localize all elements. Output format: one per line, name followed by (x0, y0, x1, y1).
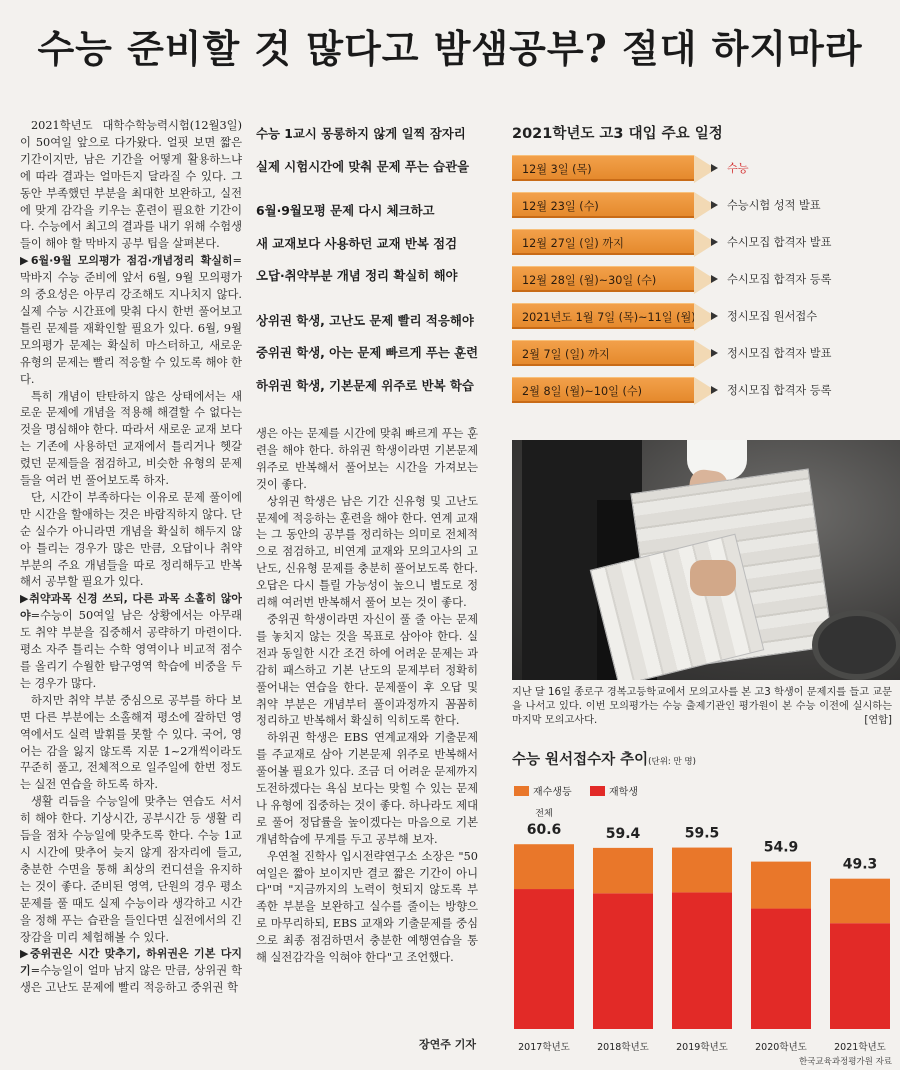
total-label: 54.9 (763, 839, 799, 856)
schedule-row (512, 227, 892, 264)
bar-enrolled (830, 923, 890, 1029)
bar-chart (505, 795, 900, 1065)
chart-title (512, 748, 696, 769)
schedule-date: 12월 27일 (일) 까지 (522, 237, 624, 250)
bar-retake (672, 848, 732, 893)
pull-quote-group (256, 305, 478, 403)
news-photo (512, 440, 900, 680)
paragraph: 우연철 진학사 입시전략연구소 소장은 "50여일은 짧아 보이지만 결코 짧은 기간이 아니다"며 "지금까지의 노력이 헛되지 않도록 부족한 부분을 보완하고 실수를 줄이는 방향으로 마무리하되, EBS 교재와 기출문제를 중심으로 최종 점검하면서 충분한 예행연습을 통해 실전감각을 익혀야 한다"고 조언했다. (256, 849, 478, 965)
total-label: 49.3 (842, 856, 878, 873)
pencil-tip-icon (711, 238, 718, 246)
bar-retake (593, 848, 653, 893)
photo-manhole (812, 610, 900, 680)
pencil-tip-icon (711, 349, 718, 357)
total-label: 60.6 (526, 822, 562, 839)
subheading-paragraph (20, 253, 242, 388)
schedule-event: 수시모집 합격자 발표 (727, 236, 832, 249)
pencil-date-bar (512, 377, 694, 403)
chart-unit: (단위: 만 명) (648, 757, 696, 767)
schedule-date: 2월 8일 (월)~10일 (수) (522, 385, 643, 398)
bar-retake (514, 844, 574, 889)
category-label: 2017학년도 (518, 1042, 570, 1053)
schedule-row (512, 264, 892, 301)
schedule-title: 2021학년도 고3 대입 주요 일정 (512, 126, 723, 142)
pull-quote-group (256, 118, 478, 183)
pencil-date-bar (512, 155, 694, 181)
pull-quote-line: 상위권 학생, 고난도 문제 빨리 적응해야 (256, 312, 474, 328)
chart-source: 한국교육과정평가원 자료 (798, 1057, 892, 1067)
legend-label: 재학생 (609, 787, 638, 798)
pencil-date-bar (512, 192, 694, 218)
byline: 장연주 기자 (419, 1038, 476, 1051)
schedule-event: 정시모집 합격자 등록 (727, 384, 832, 397)
subheading: ▶6월·9월 모의평가 점검·개념정리 확실히 (20, 254, 233, 268)
pull-quote-line: 중위권 학생, 아는 문제 빠르게 푸는 훈련 (256, 345, 478, 360)
paragraph: 특히 개념이 탄탄하지 않은 상태에서는 새로운 문제에 개념을 적용해 해결할 수 없다는 것을 명심해야 한다. 따라서 새로운 교재 보다는 기존에 사용하던 교재에서 틀리거나 헷갈렸던 문제들을 점검하고, 비슷한 유형의 문제들을 여러 번 풀어보도록 하자. (20, 389, 242, 488)
subheading: ▶취약과목 신경 쓰되, 다른 과목 소홀히 않아야 (20, 592, 242, 623)
schedule-date: 2021년도 1월 7일 (목)~11일 (월) (522, 311, 696, 324)
schedule-date: 12월 3일 (목) (522, 163, 592, 176)
paragraph: 하위권 학생은 EBS 연계교재와 기출문제를 주교재로 삼아 기본문제 위주로 반복해서 풀어볼 필요가 있다. 조금 더 어려운 문제까지 도전하겠다는 욕심 보다는 맞힐 수 있는 문제나 유형에 집중하는 것이 좋다. 하나라도 제대로 풀어 정답률을 높이겠다는 마음으로 기본 개념학습에 무게를 두고 공부해 보자. (256, 731, 478, 846)
bar-enrolled (672, 892, 732, 1029)
paragraph: 하지만 취약 부분 중심으로 공부를 하다 보면 다른 부분에는 소홀해져 평소에 잘하던 영역에서도 실력 발휘를 못할 수 있다. 국어, 영어는 감을 잃지 않도록 지문 1~2개씩이라도 꾸준히 풀고, 전체적으로 일주일에 한번 정도는 실전 연습을 하도록 하자. (20, 693, 242, 792)
article-column-2-body (256, 426, 478, 967)
schedule-event: 정시모집 원서접수 (727, 310, 818, 323)
total-label: 59.5 (684, 825, 720, 842)
pull-quote-line: 수능 1교시 몽롱하지 않게 일찍 잠자리 (256, 126, 466, 141)
schedule-date: 2월 7일 (일) 까지 (522, 348, 610, 361)
total-label: 59.4 (605, 825, 641, 842)
schedule-event: 수능 (727, 162, 749, 175)
photo-credit: [연합] (864, 715, 892, 726)
legend-label: 재수생등 (533, 787, 572, 798)
article-column-1 (20, 118, 242, 1058)
pull-quote-line: 하위권 학생, 기본문제 위주로 반복 학습 (256, 377, 474, 393)
photo-caption (512, 686, 892, 728)
total-caption: 전체 (535, 809, 553, 820)
pull-quotes (256, 118, 478, 402)
schedule-row (512, 301, 892, 338)
headline: 수능 준비할 것 많다고 밤샘공부? 절대 하지마라 (37, 26, 863, 71)
schedule-date: 12월 23일 (수) (522, 200, 599, 213)
pencil-date-bar (512, 266, 694, 292)
bar-enrolled (514, 889, 574, 1029)
subheading-paragraph (20, 946, 242, 997)
pencil-tip-icon (711, 164, 718, 172)
pull-quote-line: 실제 시험시간에 맞춰 문제 푸는 습관을 (256, 158, 470, 174)
paragraph: 단, 시간이 부족하다는 이유로 문제 풀이에만 시간을 할애하는 것은 바람직하지 않다. 단순 실수가 아니라면 개념을 확실히 해두지 않아 틀리는 경우가 많은 만큼, 오답이나 취약 부분의 주요 개념들을 따로 정리해두고 반복해서 공부할 필요가 있다. (20, 490, 242, 589)
paragraph: 2021학년도 대학수학능력시험(12월3일)이 50여일 앞으로 다가왔다. 얼핏 보면 짧은 기간이지만, 남은 기간을 어떻게 활용하느냐에 따라 결과는 얼마든지 달라질 수 있다. 그 동안 부족했던 부분을 최대한 보완하고, 실전에 맞게 감각을 키우는 훈련이 필요한 기간이다. 수능에서 최고의 결과를 내기 위해 수험생들이 해야 할 막바지 공부 팁을 살펴본다. (20, 119, 242, 251)
pull-quote-line: 오답·취약부분 개념 정리 확실히 해야 (256, 268, 458, 283)
pencil-date-bar (512, 340, 694, 366)
pencil-tip-icon (711, 386, 718, 394)
schedule-row (512, 375, 892, 412)
schedule-row (512, 338, 892, 375)
pencil-date-bar (512, 229, 694, 255)
photo-hand (690, 560, 736, 596)
pull-quote-group (256, 195, 478, 293)
schedule-row (512, 190, 892, 227)
paragraph: 생활 리듬을 수능일에 맞추는 연습도 서서히 해야 한다. 기상시간, 공부시간 등 생활 리듬을 점차 수능일에 맞추도록 한다. 수능 1교시 시간에 맞추어 늦지 않게 잠자리에 들고, 충분한 수면을 통해 최상의 컨디션을 유지하는 것이 좋다. 준비된 영역, 단원의 경우 평소 문제를 풀 때도 실제 수능이라 생각하고 시간을 정해 푸는 습관을 들인다면 실전에서의 긴장감을 미리 체험해볼 수 있다. (20, 795, 242, 944)
bar-retake (751, 862, 811, 909)
chart-title-text: 수능 원서접수자 추이 (512, 752, 649, 768)
bar-enrolled (751, 909, 811, 1029)
paragraph: 상위권 학생은 남은 기간 신유형 및 고난도 문제에 적응하는 훈련을 해야 한다. 연계 교재는 그 동안의 공부를 정리하는 의미로 전체적으로 점검하고, 비연계 교재와 모의고사의 고난도, 신유형 문제를 충분히 풀어보도록 한다. 오답은 다시 틀릴 가능성이 높으니 별도로 정리해 여러번 반복해서 풀어 보는 것이 좋다. (256, 494, 478, 610)
bar-retake (830, 879, 890, 924)
paragraph-text: =수능일이 얼마 남지 않은 만큼, 상위권 학생은 고난도 문제에 빨리 적응하고 중위권 학 (20, 964, 242, 995)
bar-enrolled (593, 893, 653, 1029)
paragraph: 중위권 학생이라면 자신이 풀 줄 아는 문제를 놓치지 않는 것을 목표로 삼아야 한다. 실전과 동일한 시간 조건 하에 어려운 문제는 과감히 패스하고 기본 난도의 문제부터 정확히 풀어내는 연습을 한다. 문제풀이 후 오답 및 취약 부분은 개념부터 풀이과정까지 꼼꼼히 정리하고 반복해서 확실히 익히도록 한다. (256, 612, 478, 728)
schedule-date: 12월 28일 (월)~30일 (수) (522, 274, 657, 287)
caption-text: 지난 달 16일 종로구 경복고등학교에서 모의고사를 본 고3 학생이 문제지를 들고 교문을 나서고 있다. 이번 모의평가는 수능 출제기관인 평가원이 본 수능 이전에 실시하는 마지막 모의고사다. (512, 687, 892, 726)
category-label: 2018학년도 (597, 1042, 649, 1053)
schedule-event: 수능시험 성적 발표 (727, 199, 821, 212)
subheading-paragraph (20, 591, 242, 692)
pull-quote-line: 새 교재보다 사용하던 교재 반복 점검 (256, 235, 458, 251)
category-label: 2019학년도 (676, 1042, 728, 1053)
pencil-date-bar (512, 303, 694, 329)
subheading: ▶중위권은 시간 맞추기, 하위권은 기본 다지기 (20, 947, 242, 978)
paragraph-text: =막바지 수능 준비에 앞서 6월, 9월 모의평가의 중요성은 아무리 강조해도 지나치지 않다. 실제 수능 시간표에 맞춰 다시 한번 풀어보고 틀린 문제를 재확인할 필요가 있다. 6월, 9월 모의평가 문제는 확실히 마스터하고, 새로운 유형의 문제는 빨리 적응할 수 있도록 해야 한다. (20, 254, 242, 386)
category-label: 2020학년도 (755, 1042, 807, 1053)
pencil-tip-icon (711, 275, 718, 283)
schedule-row (512, 153, 892, 190)
pencil-tip-icon (711, 201, 718, 209)
pencil-tip-icon (711, 312, 718, 320)
schedule-event: 정시모집 합격자 발표 (727, 347, 832, 360)
schedule-list (512, 153, 892, 412)
category-label: 2021학년도 (834, 1042, 886, 1053)
paragraph-text: =수능이 50여일 남은 상황에서는 아무래도 취약 부분을 집중해서 공략하기 마련이다. 평소 자주 틀리는 수학 영역이나 비교적 점수를 올리기 수월한 탐구영역 학습에 비중을 두는 경우가 많다. (20, 609, 242, 690)
pull-quote-line: 6월·9월모평 문제 다시 체크하고 (256, 203, 435, 218)
paragraph: 생은 아는 문제를 시간에 맞춰 빠르게 푸는 훈련을 해야 한다. 하위권 학생이라면 기본문제 위주로 반복해서 풀어보는 시간을 가져보는 것이 좋다. (256, 427, 478, 491)
schedule-event: 수시모집 합격자 등록 (727, 273, 832, 286)
article-column-2 (256, 118, 478, 1058)
